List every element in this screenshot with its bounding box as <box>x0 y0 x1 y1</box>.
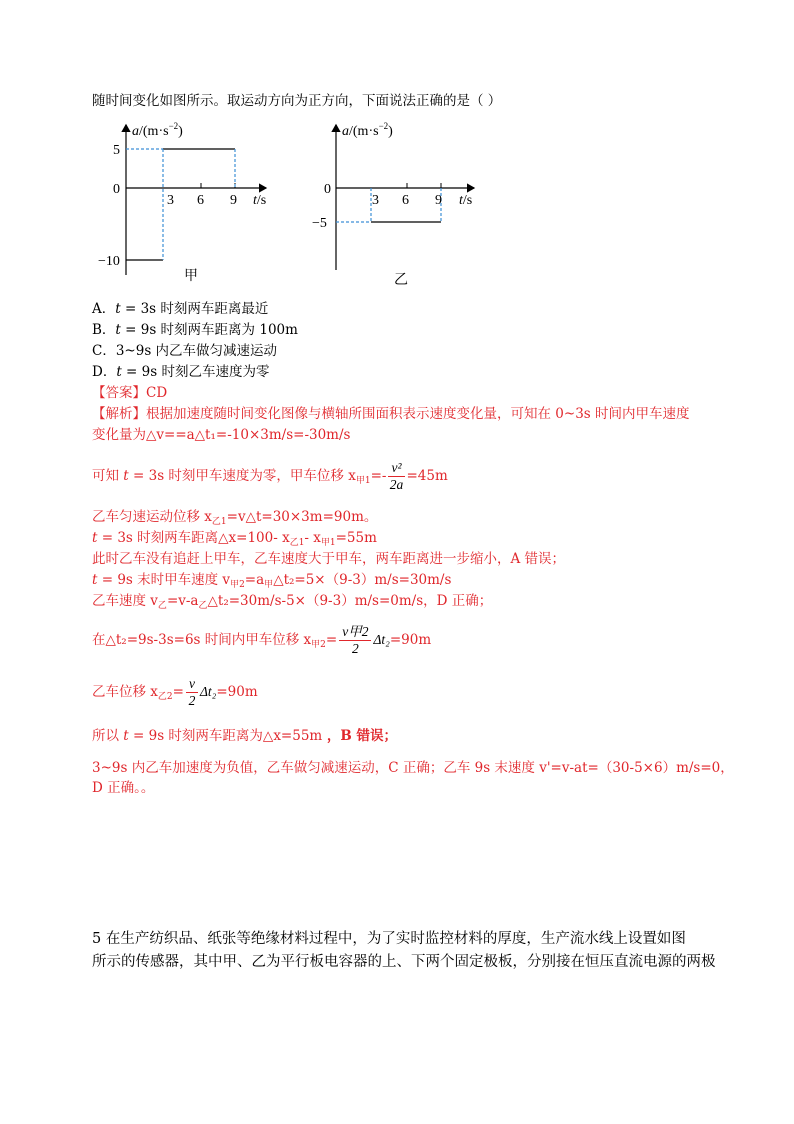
option-a: A．t = 3s 时刻两车距离最近 <box>92 301 269 317</box>
chart-yi <box>310 115 490 290</box>
analysis-line-10: 乙车位移 $x_{乙2}=$ $\frac{v}{2}$ Δt₂=90m <box>92 676 258 708</box>
analysis-line-4: 乙车匀速运动位移 $x_{乙1}=v\triangle t=30\times 3m=90m$。 <box>92 509 378 527</box>
analysis-line-9: 在△t₂=9s-3s=6s 时间内甲车位移 $x_{甲2}=$ $\frac{\text{v甲2}}{2}$ Δt₂=90m <box>92 624 432 656</box>
analysis-line-5: t = 3s 时刻两车距离△x=100- $x_{乙1}-$ $x_{甲1}=55m$ <box>92 530 377 548</box>
jia-xtick-6: 6 <box>197 193 204 208</box>
frac-numerator: v <box>186 676 198 693</box>
option-b: B．t = 9s 时刻两车距离为 100m <box>92 322 298 338</box>
jia-xtick-9: 9 <box>230 193 237 208</box>
jia-ytick-neg10: −10 <box>98 254 120 269</box>
question-stem: 随时间变化如图所示。取运动方向为正方向，下面说法正确的是（ ） <box>92 93 502 109</box>
option-c: C．3~9s 内乙车做匀减速运动 <box>92 343 278 359</box>
analysis-line-13: D 正确。。 <box>92 780 155 796</box>
frac-denominator: 2 <box>351 641 359 656</box>
question-5-line-2: 所示的传感器，其中甲、乙为平行板电容器的上、下两个固定极板，分别接在恒压直流电源的两极 <box>92 954 716 970</box>
yi-ytick-0: 0 <box>324 182 331 197</box>
question-5-line-1: 5 在生产纺织品、纸张等绝缘材料过程中，为了实时监控材料的厚度，生产流水线上设置如图 <box>92 931 686 947</box>
option-d: D．t = 9s 时刻乙车速度为零 <box>92 364 270 380</box>
frac-denominator: 2 <box>188 693 196 708</box>
analysis-line-7: t = 9s 末时甲车速度 $v_{甲2}=a_甲\triangle t_2=5\times(9-3)m/s=30m/s$ <box>92 572 452 590</box>
analysis-line-12: 3~9s 内乙车加速度为负值，乙车做匀减速运动，C 正确；乙车 9s 末速度 v'=v-at=（30-5×6）m/s=0， <box>92 760 734 776</box>
yi-ytick-neg5: −5 <box>312 216 327 231</box>
analysis-line-3: 可知 t = 3s 时刻甲车速度为零，甲车位移 $x_{甲1}=-$ $\frac{\text{v²}}{2a}$ =45m <box>92 460 448 492</box>
analysis-line-2: 变化量为△v==a△t₁=-10×3m/s=-30m/s <box>92 427 351 443</box>
analysis-line-1: 【解析】根据加速度随时间变化图像与横轴所围面积表示速度变化量，可知在 0~3s 时间内甲车速度 <box>92 406 690 422</box>
frac-numerator: v甲2 <box>339 624 371 641</box>
jia-ytick-0: 0 <box>113 182 120 197</box>
frac-numerator: v² <box>388 460 404 477</box>
analysis-line-8: 乙车速度 $v_乙=v-a_乙\triangle t_2=30m/s-5\times(9-3)m/s=0m/s$，D 正确； <box>92 593 493 611</box>
jia-ylabel: $a/(m\cdot s^{-2})$ <box>132 121 183 139</box>
yi-xtick-6: 6 <box>402 193 409 208</box>
chart-jia <box>96 115 286 290</box>
yi-ylabel: $a/(m\cdot s^{-2})$ <box>342 121 393 139</box>
analysis-line-11: 所以 t = 9s 时刻两车距离为△x=55m ，B 错误； <box>92 728 398 744</box>
yi-xtick-9: 9 <box>435 193 442 208</box>
answer: 【答案】CD <box>92 385 168 401</box>
yi-xlabel: t/s <box>459 193 473 208</box>
yi-title: 乙 <box>394 272 408 288</box>
frac-denominator: 2a <box>389 477 404 492</box>
jia-xlabel: t/s <box>253 193 267 208</box>
analysis-line-6: 此时乙车没有追赶上甲车，乙车速度大于甲车，两车距离进一步缩小，A 错误； <box>92 551 566 567</box>
jia-xtick-3: 3 <box>167 193 174 208</box>
yi-xtick-3: 3 <box>372 193 379 208</box>
jia-title: 甲 <box>184 268 198 284</box>
jia-ytick-5: 5 <box>113 143 120 158</box>
